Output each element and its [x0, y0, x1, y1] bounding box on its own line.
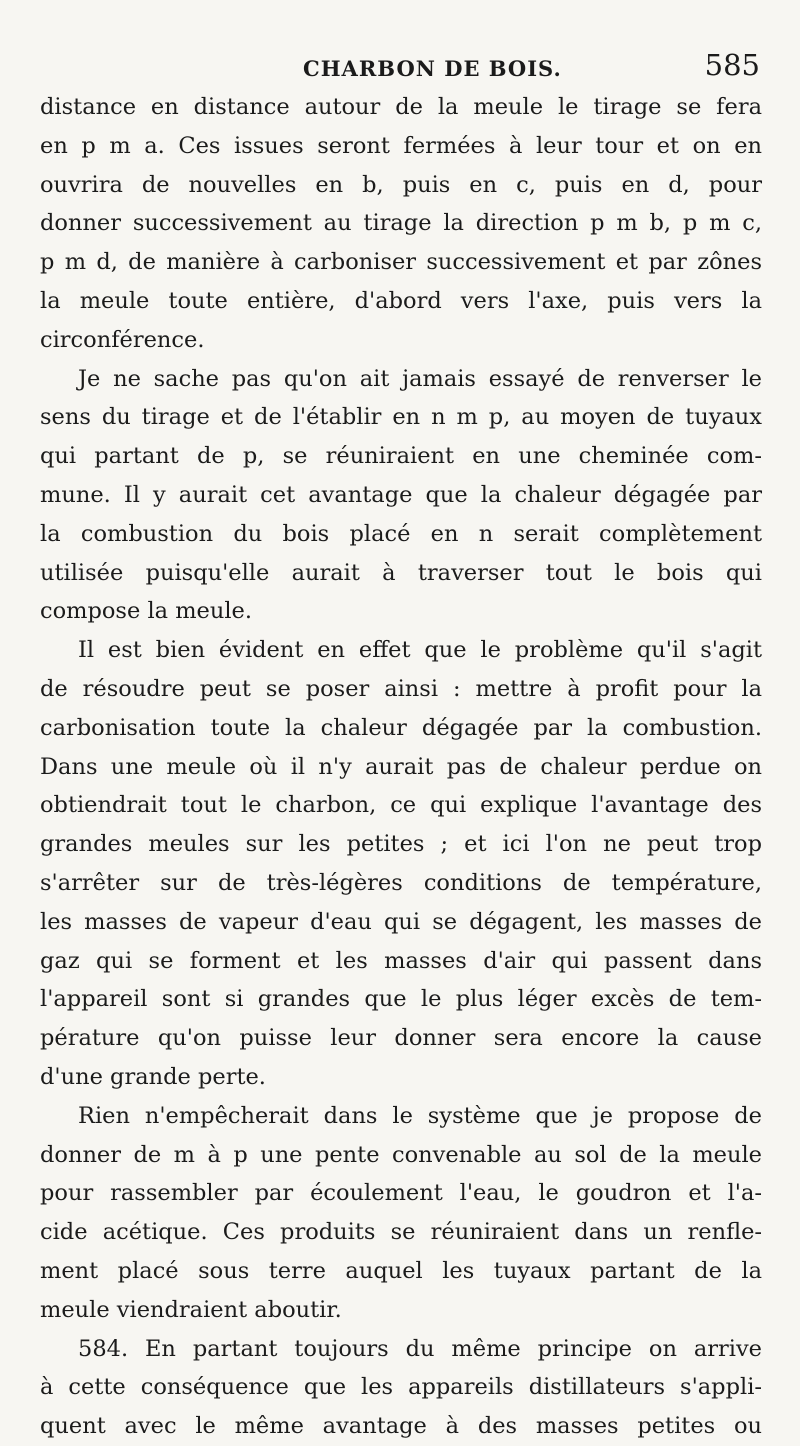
- text-line: grandes meules sur les petites ; et ici l'on ne peut trop: [40, 831, 762, 858]
- paragraph-start: Il est bien évident en effet que le problème qu'il s'agit: [78, 637, 762, 664]
- text-line: pour rassembler par écoulement l'eau, le goudron et l'a-: [40, 1180, 762, 1207]
- body-text: [40, 88, 762, 1446]
- text-line: obtiendrait tout le charbon, ce qui explique l'avantage des: [40, 792, 762, 819]
- text-line: utilisée puisqu'elle aurait à traverser tout le bois qui: [40, 559, 762, 586]
- text-line: ment placé sous terre auquel les tuyaux partant de la: [40, 1257, 762, 1284]
- text-line: meule viendraient aboutir.: [40, 1296, 342, 1323]
- text-line: la meule toute entière, d'abord vers l'axe, puis vers la: [40, 287, 762, 314]
- text-line: sens du tirage et de l'établir en n m p, au moyen de tuyaux: [40, 404, 762, 431]
- text-line: en p m a. Ces issues seront fermées à leur tour et on en: [40, 132, 762, 159]
- text-line: donner successivement au tirage la direction p m b, p m c,: [40, 210, 762, 237]
- text-line: à cette conséquence que les appareils distillateurs s'appli-: [40, 1374, 762, 1401]
- text-line: ouvrira de nouvelles en b, puis en c, puis en d, pour: [40, 171, 762, 198]
- page-number: 585: [704, 48, 760, 82]
- text-line: cide acétique. Ces produits se réuniraient dans un renfle-: [40, 1219, 762, 1246]
- text-line: qui partant de p, se réuniraient en une cheminée com-: [40, 443, 762, 470]
- running-title: CHARBON DE BOIS.: [303, 56, 562, 81]
- paragraph-start: 584. En partant toujours du même principe on arrive: [78, 1335, 762, 1362]
- text-line: les masses de vapeur d'eau qui se dégagent, les masses de: [40, 908, 762, 935]
- paragraph-start: Rien n'empêcherait dans le système que je propose de: [78, 1102, 762, 1129]
- text-line: la combustion du bois placé en n serait complètement: [40, 520, 762, 547]
- text-line: gaz qui se forment et les masses d'air qui passent dans: [40, 947, 762, 974]
- text-line: carbonisation toute la chaleur dégagée par la combustion.: [40, 714, 762, 741]
- text-line: l'appareil sont si grandes que le plus léger excès de tem-: [40, 986, 762, 1013]
- text-line: circonférence.: [40, 326, 205, 353]
- text-line: d'une grande perte.: [40, 1063, 266, 1090]
- text-line: de résoudre peut se poser ainsi : mettre à profit pour la: [40, 675, 762, 702]
- paragraph-start: Je ne sache pas qu'on ait jamais essayé de renverser le: [78, 365, 762, 392]
- text-line: distance en distance autour de la meule le tirage se fera: [40, 94, 762, 120]
- text-line: compose la meule.: [40, 598, 253, 625]
- text-line: s'arrêter sur de très-légères conditions de température,: [40, 869, 762, 896]
- page-header: [40, 48, 760, 88]
- text-line: donner de m à p une pente convenable au sol de la meule: [40, 1141, 762, 1168]
- text-line: Dans une meule où il n'y aurait pas de chaleur perdue on: [40, 753, 762, 780]
- text-line: p m d, de manière à carboniser successivement et par zônes: [40, 249, 762, 276]
- text-line: mune. Il y aurait cet avantage que la chaleur dégagée par: [40, 481, 762, 508]
- text-line: pérature qu'on puisse leur donner sera encore la cause: [40, 1025, 762, 1052]
- text-line: quent avec le même avantage à des masses petites ou: [40, 1413, 762, 1440]
